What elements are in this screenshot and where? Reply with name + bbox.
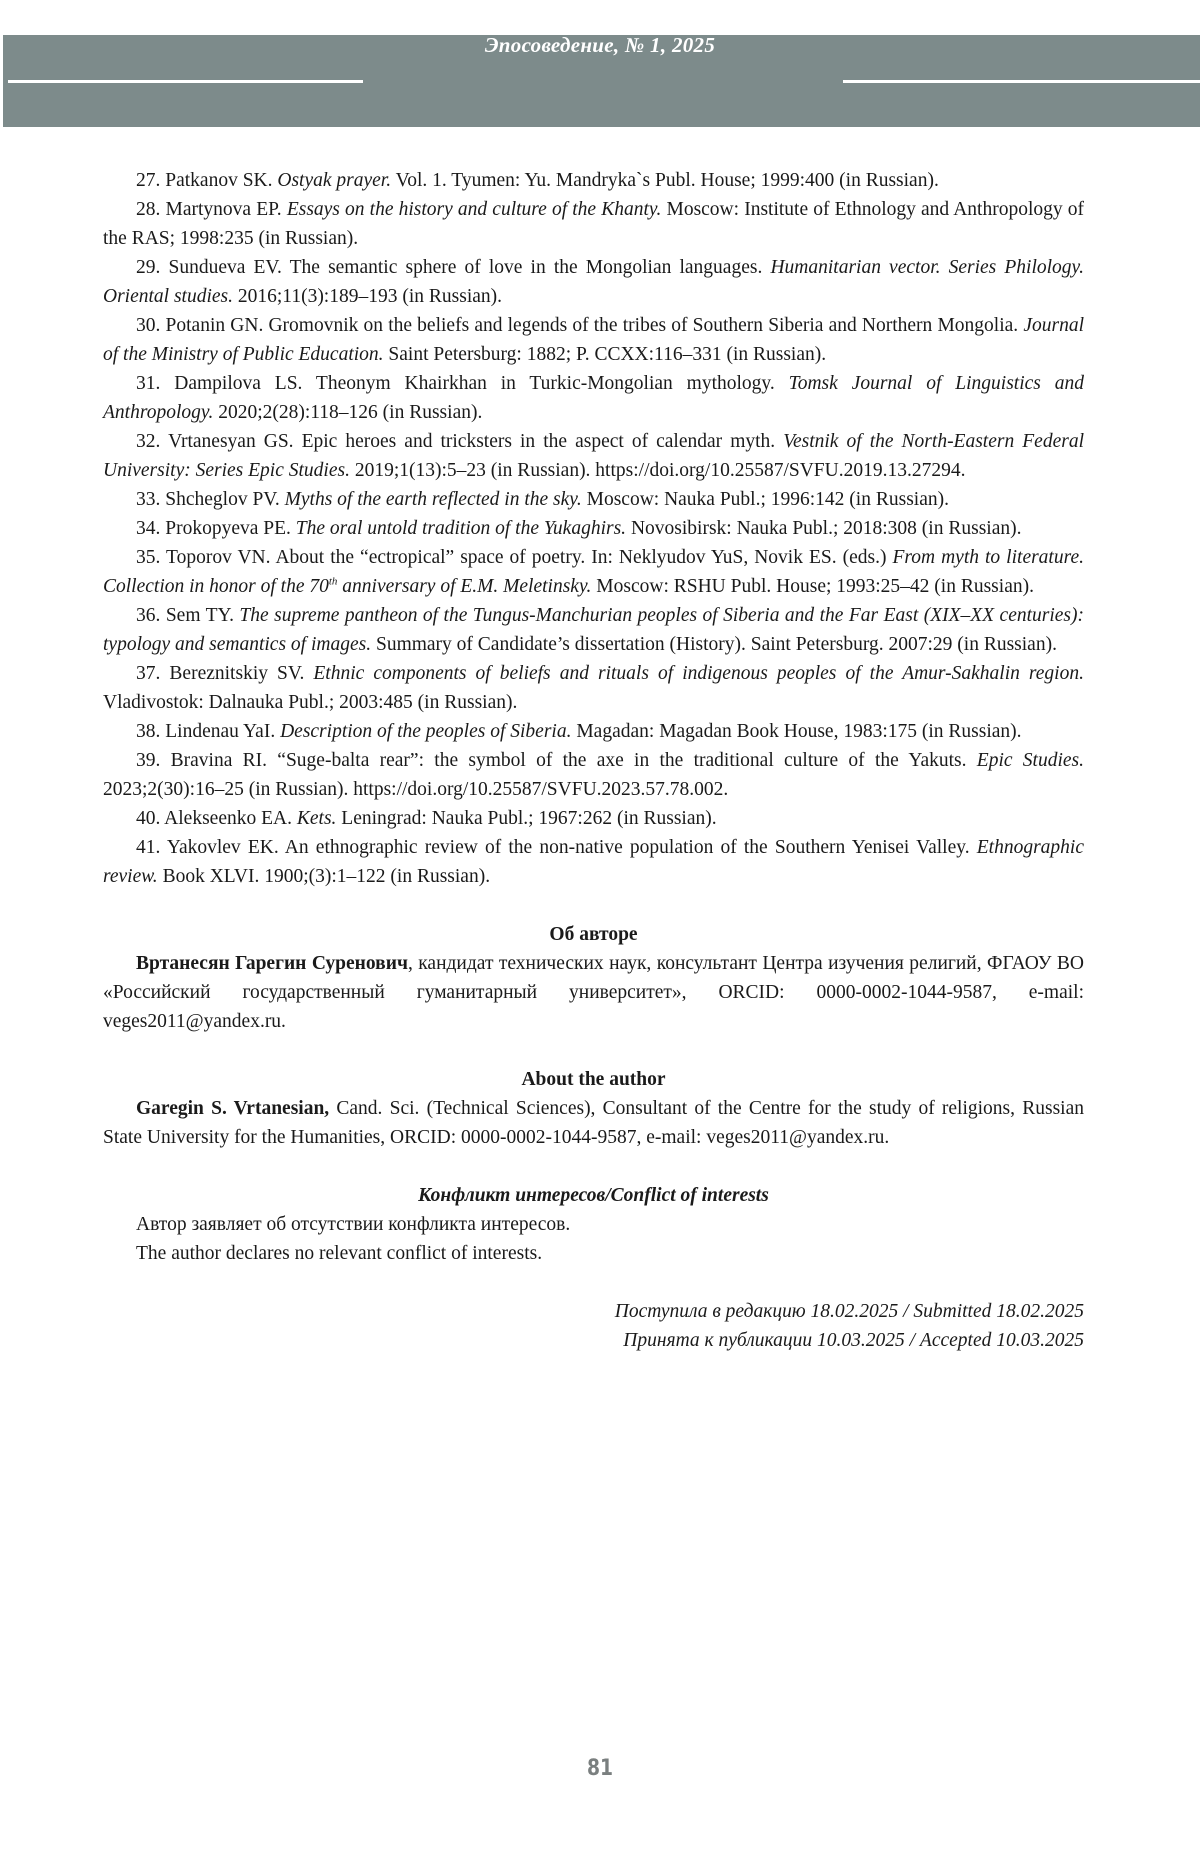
submitted-date: Поступила в редакцию 18.02.2025 / Submitted 18.02.2025	[614, 1301, 1084, 1322]
header-rule-left	[8, 80, 363, 83]
conflict-text-ru: Автор заявляет об отсутствии конфликта интересов.	[136, 1214, 571, 1235]
about-author-en-heading: About the author	[521, 1069, 666, 1090]
spacer	[103, 891, 1084, 920]
spacer	[103, 1268, 1084, 1297]
reference-35: 35. Toporov VN. About the “ectropical” space of poetry. In: Neklyudov YuS, Novik ES. (eds.) From myth to literature. Collection in honor of the 70th anniversary of E.M. Meletinsky. Moscow: RSHU Publ. House; 1993:25–42 (in Russian).	[103, 547, 1084, 597]
author-name-en: Garegin S. Vrtanesian,	[136, 1098, 330, 1119]
reference-36: 36. Sem TY. The supreme pantheon of the Tungus-Manchurian peoples of Siberia and the Far East (XIX–XX centuries): typology and semantics of images. Summary of Candidate’s dissertation (History). Saint Petersburg. 2007:29 (in Russian).	[103, 605, 1085, 655]
reference-27: 27. Patkanov SK. Ostyak prayer. Vol. 1. Tyumen: Yu. Mandryka`s Publ. House; 1999:400 (in Russian).	[136, 170, 939, 191]
reference-32: 32. Vrtanesyan GS. Epic heroes and tricksters in the aspect of calendar myth. Vestnik of the North-Eastern Federal University: Series Epic Studies. 2019;1(13):5–23 (in Russian). https://doi.org/10.25587/SVFU.2019.13.27294.	[103, 431, 1084, 481]
reference-39: 39. Bravina RI. “Suge-balta rear”: the symbol of the axe in the traditional culture of the Yakuts. Epic Studies. 2023;2(30):16–25 (in Russian). https://doi.org/10.25587/SVFU.2023.57.78.002.	[103, 750, 1084, 800]
spacer	[103, 1036, 1084, 1065]
author-name-ru: Вртанесян Гарегин Суренович	[136, 953, 408, 974]
page-content	[103, 166, 1084, 1355]
journal-title: Эпосоведение, № 1, 2025	[484, 33, 716, 57]
conflict-text-en: The author declares no relevant conflict of interests.	[136, 1243, 543, 1264]
reference-38: 38. Lindenau YaI. Description of the peoples of Siberia. Magadan: Magadan Book House, 1983:175 (in Russian).	[136, 721, 1022, 742]
conflict-heading: Конфликт интересов/Conflict of interests	[418, 1185, 769, 1206]
page-number: 81	[586, 1756, 614, 1781]
spacer	[103, 1152, 1084, 1181]
about-author-en-text: Garegin S. Vrtanesian, Cand. Sci. (Technical Sciences), Consultant of the Centre for the study of religions, Russian State University for the Humanities, ORCID: 0000-0002-1044-9587, e-mail: veges2011@yandex.ru.	[103, 1098, 1084, 1148]
reference-28: 28. Martynova EP. Essays on the history and culture of the Khanty. Moscow: Institute of Ethnology and Anthropology of the RAS; 1998:235 (in Russian).	[103, 199, 1085, 249]
accepted-date: Принята к публикации 10.03.2025 / Accepted 10.03.2025	[623, 1330, 1084, 1351]
about-author-ru-text: Вртанесян Гарегин Суренович, кандидат технических наук, консультант Центра изучения религий, ФГАОУ ВО «Российский государственный гуманитарный университет», ORCID: 0000-0002-1044-9587, e-mail: veges2011@yandex.ru.	[103, 953, 1085, 1032]
reference-37: 37. Bereznitskiy SV. Ethnic components of beliefs and rituals of indigenous peoples of the Amur-Sakhalin region. Vladivostok: Dalnauka Publ.; 2003:485 (in Russian).	[103, 663, 1084, 713]
reference-30: 30. Potanin GN. Gromovnik on the beliefs and legends of the tribes of Southern Siberia and Northern Mongolia. Journal of the Ministry of Public Education. Saint Petersburg: 1882; P. CCXX:116–331 (in Russian).	[103, 315, 1084, 365]
reference-40: 40. Alekseenko EA. Kets. Leningrad: Nauka Publ.; 1967:262 (in Russian).	[136, 808, 717, 829]
reference-34: 34. Prokopyeva PE. The oral untold tradition of the Yukaghirs. Novosibirsk: Nauka Publ.; 2018:308 (in Russian).	[136, 518, 1022, 539]
reference-29: 29. Sundueva EV. The semantic sphere of love in the Mongolian languages. Humanitarian vector. Series Philology. Oriental studies. 2016;11(3):189–193 (in Russian).	[103, 257, 1085, 307]
about-author-ru-heading: Об авторе	[549, 924, 638, 945]
reference-41: 41. Yakovlev EK. An ethnographic review of the non-native population of the Southern Yenisei Valley. Ethnographic review. Book XLVI. 1900;(3):1–122 (in Russian).	[103, 837, 1084, 887]
reference-33: 33. Shcheglov PV. Myths of the earth reflected in the sky. Moscow: Nauka Publ.; 1996:142 (in Russian).	[136, 489, 949, 510]
reference-31: 31. Dampilova LS. Theonym Khairkhan in Turkic-Mongolian mythology. Tomsk Journal of Linguistics and Anthropology. 2020;2(28):118–126 (in Russian).	[103, 373, 1084, 423]
header-rule-right	[843, 80, 1200, 83]
